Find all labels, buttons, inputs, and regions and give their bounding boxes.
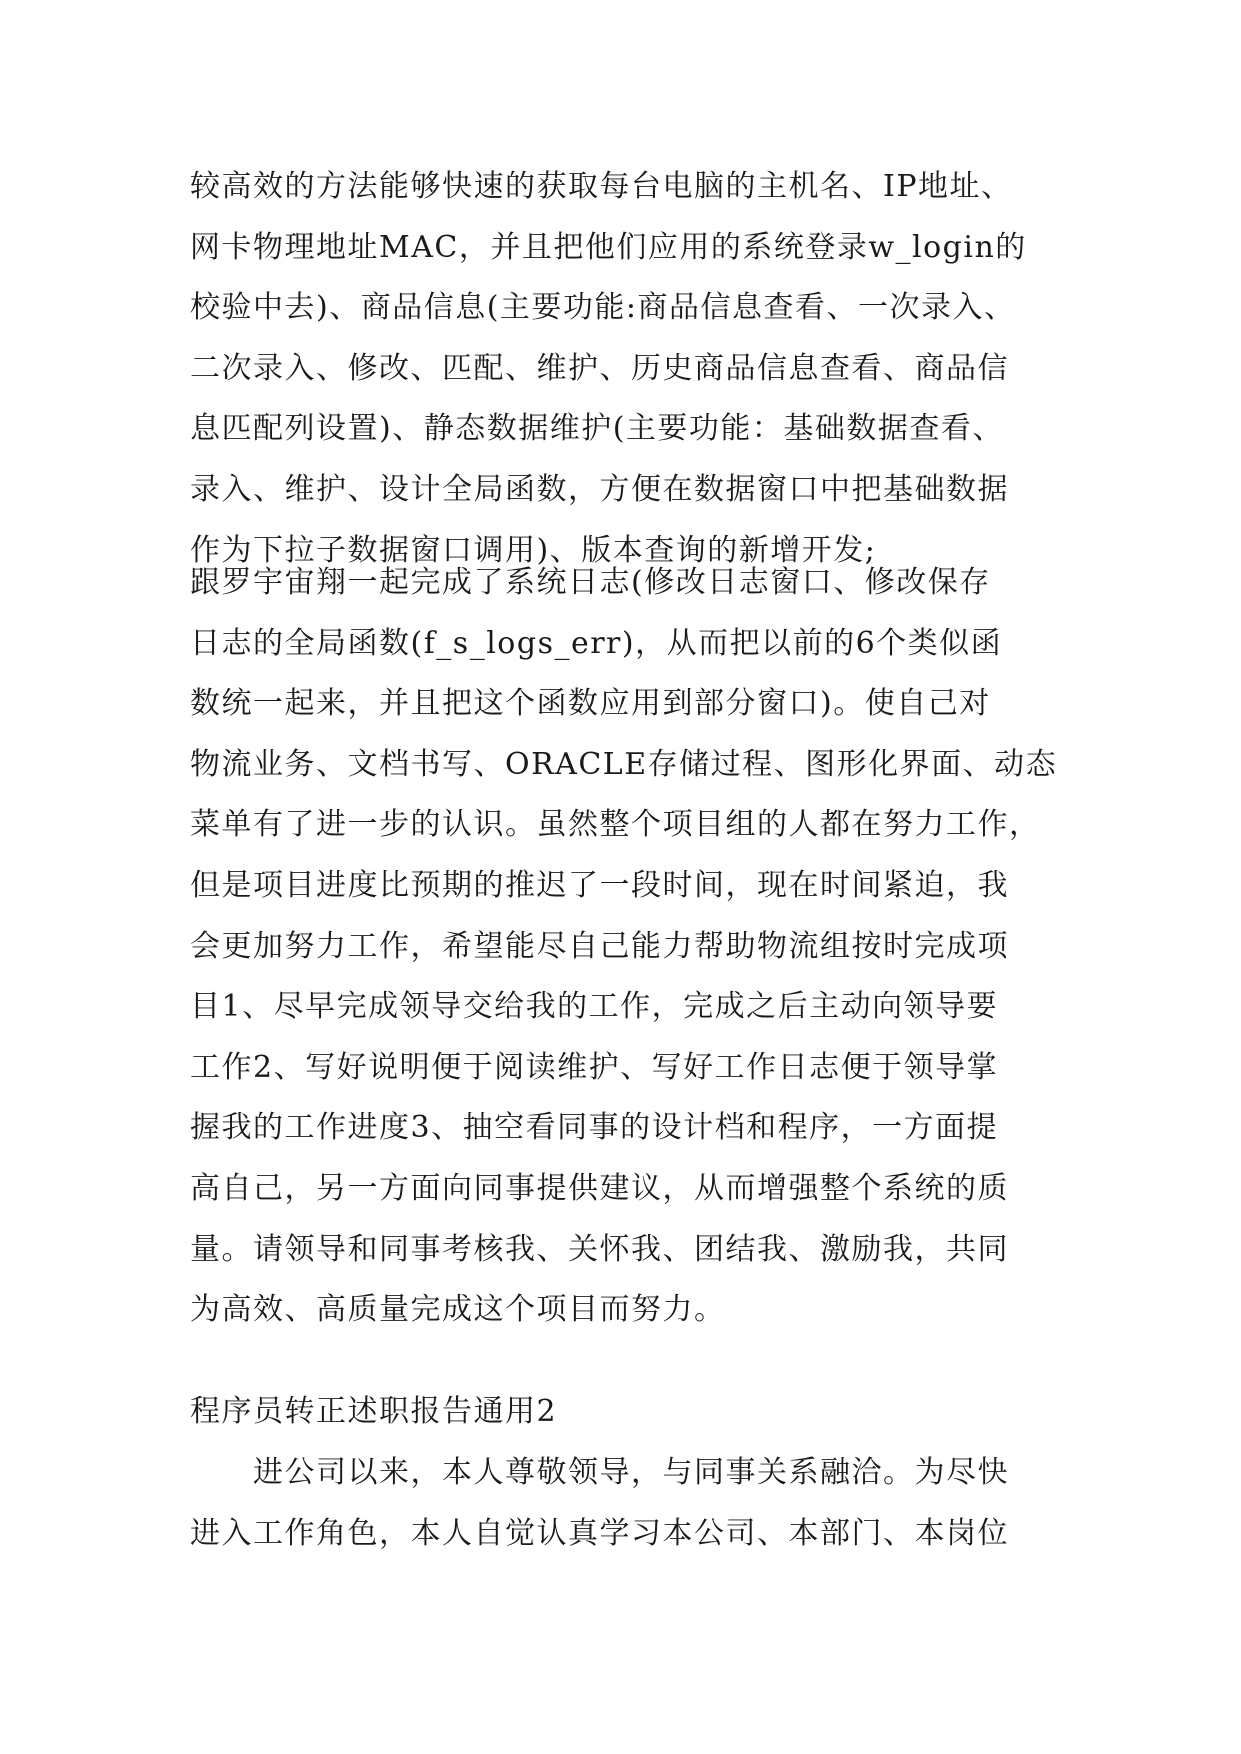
text-line: 目1、尽早完成领导交给我的工作，完成之后主动向领导要 [190, 989, 999, 1025]
text-line: 二次录入、修改、匹配、维护、历史商品信息查看、商品信 [190, 350, 1009, 386]
text-line: 录入、维护、设计全局函数，方便在数据窗口中把基础数据 [190, 471, 1009, 507]
text-line: 校验中去)、商品信息(主要功能:商品信息查看、一次录入、 [190, 290, 1016, 326]
text-line: 进公司以来，本人尊敬领导，与同事关系融洽。为尽快 [190, 1455, 1009, 1490]
text-line: 但是项目进度比预期的推迟了一段时间，现在时间紧迫，我 [190, 867, 1009, 903]
section-heading: 程序员转正述职报告通用2 [190, 1394, 558, 1429]
paragraph-1 [190, 157, 1070, 581]
paragraph-2 [190, 553, 1070, 1341]
text-line: 进入工作角色，本人自觉认真学习本公司、本部门、本岗位 [190, 1515, 1009, 1551]
text-line: 跟罗宇宙翔一起完成了系统日志(修改日志窗口、修改保存 [190, 565, 991, 600]
text-line: 会更加努力工作，希望能尽自己能力帮助物流组按时完成项 [190, 928, 1009, 964]
text-line: 物流业务、文档书写、ORACLE存储过程、图形化界面、动态 [190, 746, 1058, 782]
text-line: 数统一起来，并且把这个函数应用到部分窗口)。使自己对 [190, 686, 991, 722]
text-line: 工作2、写好说明便于阅读维护、写好工作日志便于领导掌 [190, 1049, 999, 1085]
text-line: 作为下拉子数据窗口调用)、版本查询的新增开发; [190, 532, 877, 568]
text-line: 菜单有了进一步的认识。虽然整个项目组的人都在努力工作， [190, 807, 1041, 843]
text-line: 网卡物理地址MAC，并且把他们应用的系统登录w_login的 [190, 229, 1027, 265]
text-line: 息匹配列设置)、静态数据维护(主要功能：基础数据查看、 [190, 411, 1004, 447]
text-line: 为高效、高质量完成这个项目而努力。 [190, 1292, 726, 1328]
paragraph-3 [190, 1443, 1070, 1564]
text-line: 日志的全局函数(f_s_logs_err)，从而把以前的6个类似函 [190, 625, 1003, 661]
text-line: 较高效的方法能够快速的获取每台电脑的主机名、IP地址、 [190, 169, 1013, 204]
text-line: 量。请领导和同事考核我、关怀我、团结我、激励我，共同 [190, 1231, 1009, 1267]
text-line: 握我的工作进度3、抽空看同事的设计档和程序，一方面提 [190, 1110, 999, 1146]
text-line: 高自己，另一方面向同事提供建议，从而增强整个系统的质 [190, 1170, 1009, 1206]
